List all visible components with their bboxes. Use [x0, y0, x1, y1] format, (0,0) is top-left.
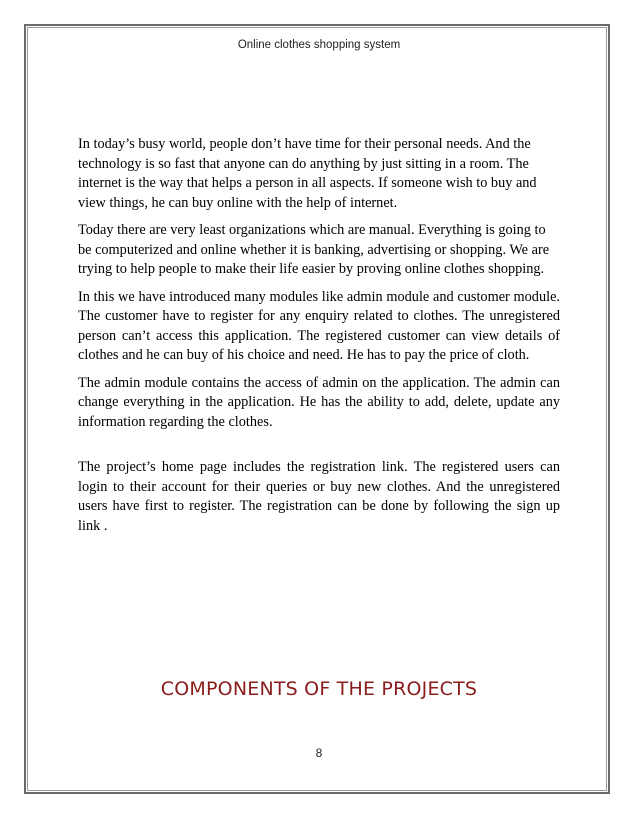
body-text	[78, 135, 560, 544]
paragraph-modules: In this we have introduced many modules like admin module and customer module. The customer have to register for any enquiry related to clothes. The unregistered person can’t access this application. The registered customer can view details of clothes and he can buy of his choice and need. He has to pay the price of cloth.	[78, 288, 560, 363]
running-header: Online clothes shopping system	[237, 39, 401, 51]
paragraph-intro: In today’s busy world, people don’t have time for their personal needs. And the technology is so fast that anyone can do anything by just sitting in a room. The internet is the way that helps a person in all aspects. If someone wish to buy and view things, he can buy online with the help of internet.	[78, 136, 537, 211]
section-title: COMPONENTS OF THE PROJECTS	[160, 678, 478, 700]
paragraph-admin-module: The admin module contains the access of admin on the application. The admin can change everything in the application. He has the ability to add, delete, update any information regarding the clothes.	[78, 374, 560, 430]
paragraph-organizations: Today there are very least organizations which are manual. Everything is going to be computerized and online whether it is banking, advertising or shopping. We are trying to help people to make their life easier by proving online clothes shopping.	[78, 222, 550, 277]
paragraph-home-page: The project’s home page includes the registration link. The registered users can login to their account for their queries or buy new clothes. And the unregistered users have first to register. The registration can be done by following the sign up link .	[78, 459, 560, 534]
page-number: 8	[315, 746, 323, 760]
